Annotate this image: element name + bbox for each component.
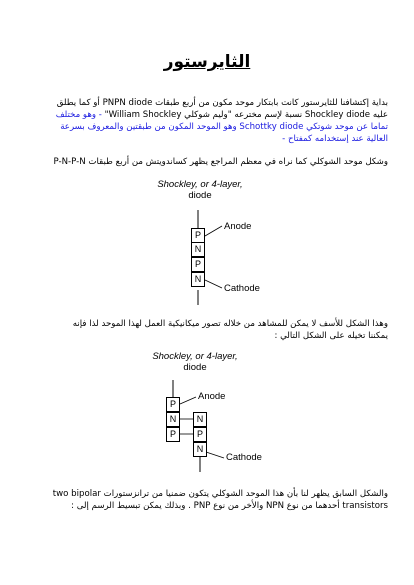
intro-line-3: تماما عن موحد شوتكي Schottky diode وهو الموحد المكون من طبقتين والمعروف بسرعة <box>60 122 388 132</box>
figure1-layer-n1: N <box>191 242 205 257</box>
figure2-right-layer-n1: N <box>193 412 207 427</box>
figure1-caption-line1: Shockley, or 4-layer, <box>157 179 243 190</box>
intro-line-4: العالية عند إستخدامه كمفتاح - <box>282 134 388 144</box>
intro-line-2-text: عليه Shockley diode نسبة لإسم مخترعه "وليم شوكلي William Shockley" <box>101 110 388 120</box>
figure2-anode-label: Anode <box>198 391 226 402</box>
transistor-line-1: والشكل السابق يظهر لنا بأن هذا الموحد الشوكلي يتكون ضمنيا من ترانزستورات two bipolar <box>52 489 388 499</box>
transistor-paragraph <box>28 488 388 512</box>
figure2-left-layer-p1: P <box>166 397 180 412</box>
intro-line-2-blue: - وهو مختلف <box>55 110 102 120</box>
transistor-line-2: transistors أحدهما من نوع NPN والأخر من نوع PNP . وبذلك يمكن تبسيط الرسم إلى : <box>71 501 388 511</box>
mechanism-line-1: وهذا الشكل للأسف لا يمكن للمشاهد من خلاله تصور ميكانيكية العمل لهذا الموحد لذا فإنه <box>72 319 388 329</box>
figure1-caption-line2: diode <box>188 190 212 201</box>
figure1-cathode-label: Cathode <box>224 283 260 294</box>
figure2-left-layer-n: N <box>166 412 180 427</box>
page-title: الثايرستور <box>163 52 251 72</box>
figure2-right-layer-p: P <box>193 427 207 442</box>
figure2-caption-line1: Shockley, or 4-layer, <box>152 351 238 362</box>
mechanism-line-2: يمكننا تخيله على الشكل التالي : <box>274 331 388 341</box>
figure1-layer-p2: P <box>191 257 205 272</box>
figure1-layer-n2: N <box>191 272 205 287</box>
figure1-layer-p1: P <box>191 228 205 243</box>
figure2-caption-line2: diode <box>183 362 207 373</box>
figure2-cathode-label: Cathode <box>226 452 262 463</box>
figure2-right-layer-n2: N <box>193 442 207 457</box>
sandwich-paragraph: وشكل موحد الشوكلي كما نراه في معظم المراجع يظهر كساندويتش من أربع طبقات P-N-P-N <box>53 157 388 167</box>
intro-line-1: بداية إكتشافنا للثايرستور كانت بابتكار موحد مكون من أربع طبقات PNPN diode أو كما يطلق <box>56 98 388 108</box>
figure1-anode-label: Anode <box>224 221 252 232</box>
figure2-left-layer-p2: P <box>166 427 180 442</box>
